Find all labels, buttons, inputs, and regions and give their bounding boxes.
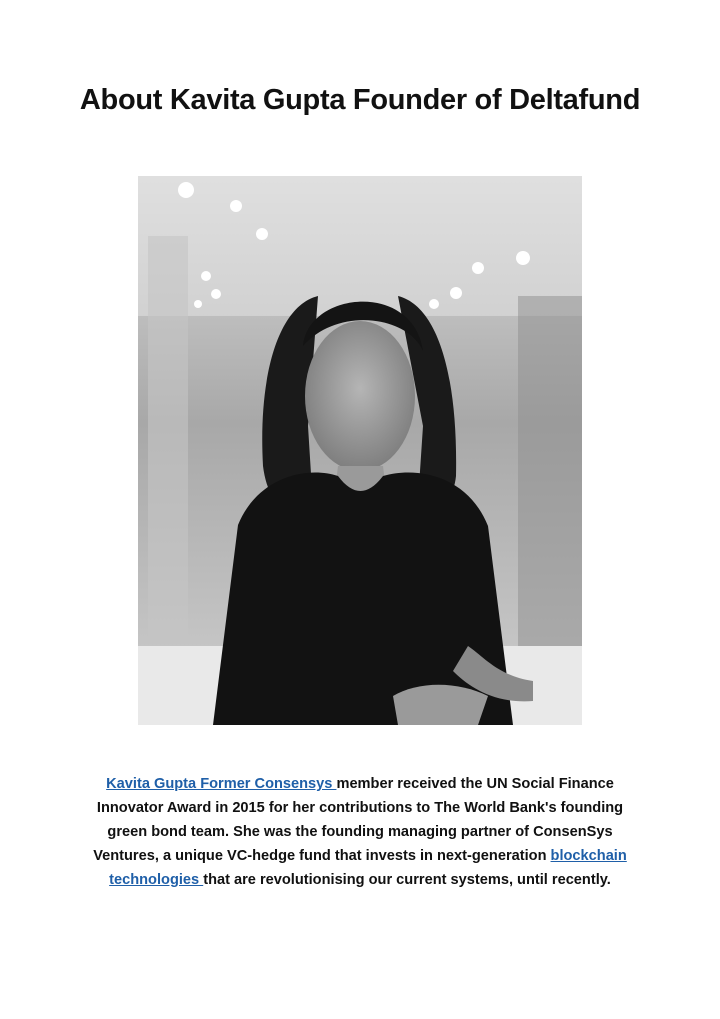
kavita-gupta-link[interactable]: Kavita Gupta Former Consensys <box>106 776 337 792</box>
portrait-photo <box>138 176 582 725</box>
page-title: About Kavita Gupta Founder of Deltafund <box>79 84 641 116</box>
portrait-photo-icon <box>138 176 582 725</box>
blockchain-link[interactable]: blockchain technologies <box>109 848 627 888</box>
bio-text-2: that are revolutionising our current systems, until recently. <box>203 872 611 888</box>
bio-paragraph <box>80 772 640 892</box>
bio-text-1: member received the UN Social Finance Innovator Award in 2015 for her contributions to The World Bank's founding green bond team. She was the founding managing partner of ConsenSys Ventures, a unique VC-hedge fund that invests in next-generation <box>93 776 624 864</box>
